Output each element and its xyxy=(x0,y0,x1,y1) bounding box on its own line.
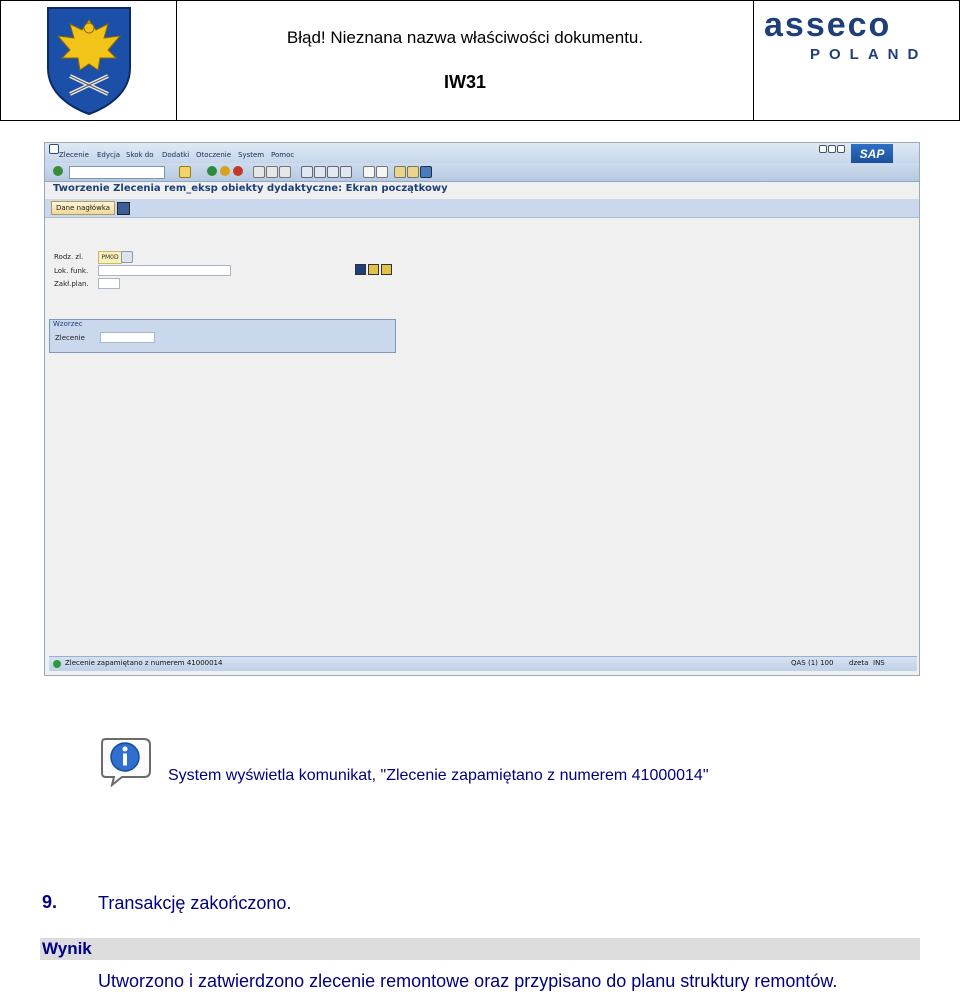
sap-logo: SAP xyxy=(851,144,893,164)
command-field[interactable] xyxy=(69,166,165,179)
step-text: Transakcję zakończono. xyxy=(98,893,292,913)
status-insert-mode: INS xyxy=(873,659,885,667)
header-data-icon-button[interactable] xyxy=(117,202,130,215)
object-link-icon[interactable] xyxy=(368,264,379,275)
template-order-field[interactable] xyxy=(100,332,155,343)
coat-of-arms-icon xyxy=(46,6,132,116)
status-system-info: QAS (1) 100 xyxy=(791,659,834,667)
sap-screenshot xyxy=(44,142,920,676)
svg-text:asseco: asseco xyxy=(764,10,892,40)
template-order-label: Zlecenie xyxy=(55,334,85,342)
document-title: Błąd! Nieznana nazwa właściwości dokumentu. xyxy=(286,28,644,47)
layout-icon[interactable] xyxy=(394,166,406,178)
print-icon[interactable] xyxy=(253,166,265,178)
template-groupbox-title: Wzorzec xyxy=(53,320,83,328)
result-heading: Wynik xyxy=(42,939,92,958)
sap-window-icon[interactable] xyxy=(49,144,59,154)
sap-standard-toolbar xyxy=(45,163,919,182)
cancel-icon[interactable] xyxy=(233,166,243,176)
sap-menubar xyxy=(45,143,919,163)
help-icon[interactable] xyxy=(407,166,419,178)
shortcut-icon[interactable] xyxy=(376,166,388,178)
prev-page-icon[interactable] xyxy=(314,166,326,178)
order-type-matchcode-icon[interactable] xyxy=(121,251,133,263)
result-text: Utworzono i zatwierdzono zlecenie remontowe oraz przypisano do planu struktury remontów. xyxy=(98,971,838,991)
menu-item-pomoc[interactable]: Pomoc xyxy=(271,151,295,159)
back-icon[interactable] xyxy=(207,166,217,176)
plant-field[interactable] xyxy=(98,278,120,289)
new-session-icon[interactable] xyxy=(363,166,375,178)
order-type-label: Rodz. zl. xyxy=(54,253,84,261)
func-loc-label: Lok. funk. xyxy=(54,267,89,275)
maximize-icon[interactable] xyxy=(828,145,836,153)
menu-item-otoczenie[interactable]: Otoczenie xyxy=(196,151,232,159)
customize-icon[interactable] xyxy=(420,166,432,178)
asseco-logo xyxy=(764,10,944,40)
header-data-button[interactable]: Dane nagłówka xyxy=(51,201,115,215)
transaction-code: IW31 xyxy=(443,72,486,92)
document-header xyxy=(0,0,960,121)
menu-item-system[interactable]: System xyxy=(238,151,265,159)
first-page-icon[interactable] xyxy=(301,166,313,178)
close-window-icon[interactable] xyxy=(837,145,845,153)
menu-item-skok-do[interactable]: Skok do xyxy=(126,151,154,159)
find-next-icon[interactable] xyxy=(279,166,291,178)
minimize-icon[interactable] xyxy=(819,145,827,153)
menu-item-zlecenie[interactable]: Zlecenie xyxy=(59,151,89,159)
sap-application-toolbar xyxy=(45,199,919,218)
asseco-logo-subtitle: POLAND xyxy=(810,46,928,63)
template-groupbox xyxy=(49,319,396,353)
step-number: 9. xyxy=(42,892,58,912)
status-server: dzeta xyxy=(849,659,869,667)
plant-label: Zakł.plan. xyxy=(54,280,89,288)
order-type-field[interactable]: PM0D xyxy=(98,251,122,264)
last-page-icon[interactable] xyxy=(340,166,352,178)
menu-item-dodatki[interactable]: Dodatki xyxy=(162,151,190,159)
success-icon xyxy=(53,660,61,668)
save-icon[interactable] xyxy=(179,166,191,178)
exit-icon[interactable] xyxy=(220,166,230,176)
next-page-icon[interactable] xyxy=(327,166,339,178)
status-message: Zlecenie zapamiętano z numerem 41000014 xyxy=(65,659,223,667)
result-heading-bar xyxy=(40,938,920,960)
sap-screen-title: Tworzenie Zlecenia rem_eksp obiekty dydaktyczne: Ekran początkowy xyxy=(53,183,448,194)
sap-status-bar xyxy=(49,656,917,671)
func-loc-field[interactable] xyxy=(98,265,231,276)
enter-icon[interactable] xyxy=(53,166,63,176)
structure-icon[interactable] xyxy=(381,264,392,275)
find-icon[interactable] xyxy=(266,166,278,178)
info-icon xyxy=(100,735,152,787)
header-title-cell xyxy=(176,0,754,121)
info-object-icon[interactable] xyxy=(355,264,366,275)
menu-item-edycja[interactable]: Edycja xyxy=(97,151,121,159)
system-message-text: System wyświetla komunikat, "Zlecenie zapamiętano z numerem 41000014" xyxy=(168,767,709,784)
